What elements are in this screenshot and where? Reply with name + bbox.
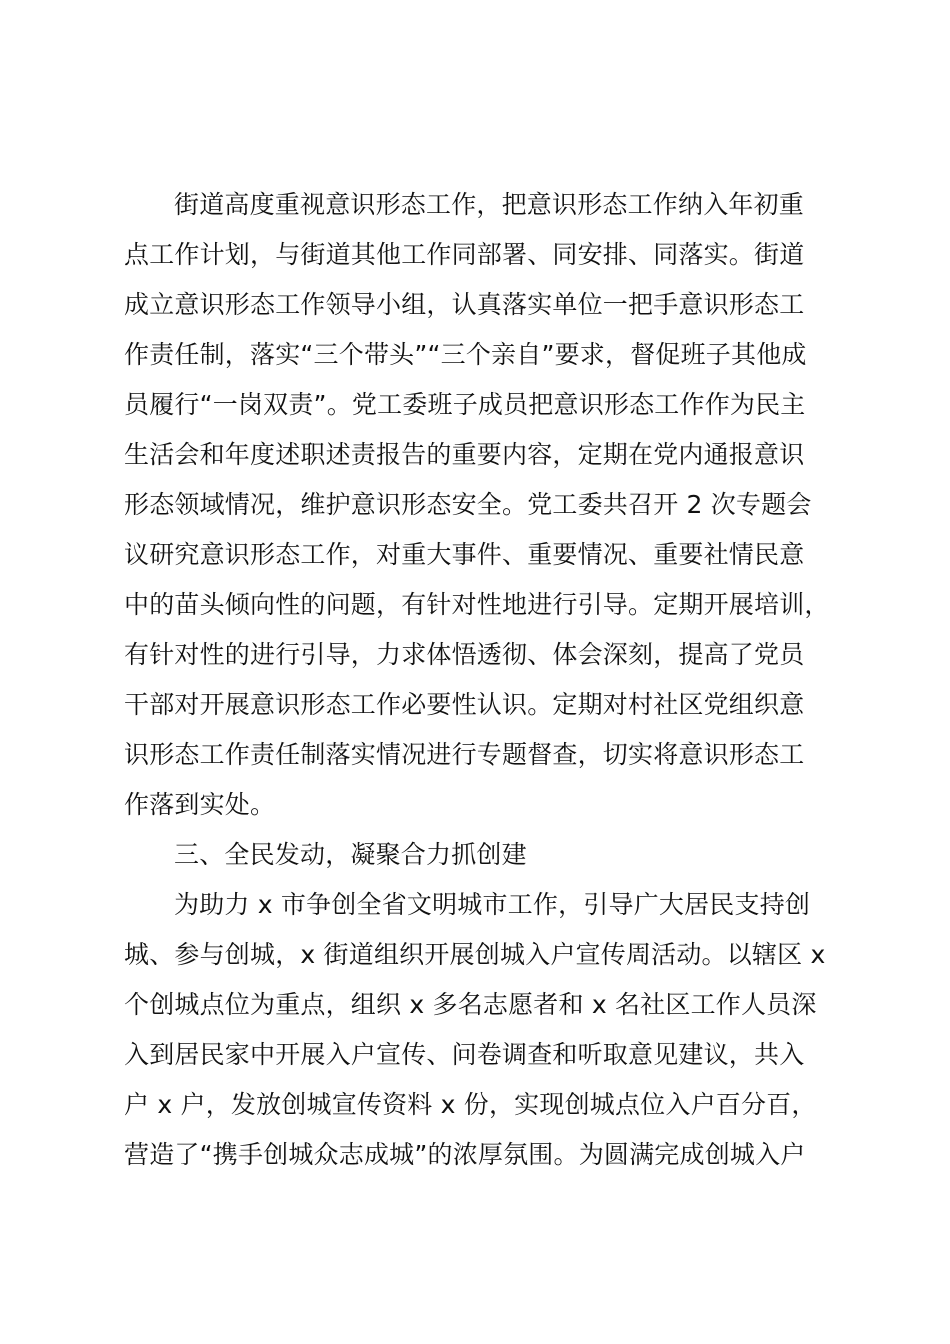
paragraph-1-line: 点工作计划，与街道其他工作同部署、同安排、同落实。街道 [124,240,805,269]
paragraph-2-line: 个创城点位为重点，组织 x 多名志愿者和 x 名社区工作人员深 [124,990,817,1019]
paragraph-1-line: 中的苗头倾向性的问题，有针对性地进行引导。定期开展培训， [124,590,830,619]
paragraph-2-line: 户 x 户，发放创城宣传资料 x 份，实现创城点位入户百分百， [124,1090,817,1119]
paragraph-1-line: 作落到实处。 [124,790,276,819]
paragraph-1-line: 干部对开展意识形态工作必要性认识。定期对村社区党组织意 [124,690,805,719]
paragraph-2-line: 为助力 x 市争创全省文明城市工作，引导广大居民支持创 [174,890,811,919]
paragraph-2-line: 城、参与创城，x 街道组织开展创城入户宣传周活动。以辖区 x [124,940,826,969]
paragraph-1-line: 街道高度重视意识形态工作，把意识形态工作纳入年初重 [174,190,805,219]
paragraph-1-line: 员履行“一岗双责”。党工委班子成员把意识形态工作作为民主 [124,390,806,419]
paragraph-1-line: 有针对性的进行引导，力求体悟透彻、体会深刻，提高了党员 [124,640,805,669]
paragraph-1-line: 成立意识形态工作领导小组，认真落实单位一把手意识形态工 [124,290,805,319]
paragraph-1-line: 生活会和年度述职述责报告的重要内容，定期在党内通报意识 [124,440,805,469]
paragraph-1-line: 形态领域情况，维护意识形态安全。党工委共召开 2 次专题会 [124,490,812,519]
paragraph-2-line: 营造了“携手创城众志成城”的浓厚氛围。为圆满完成创城入户 [124,1140,806,1169]
paragraph-2-line: 入到居民家中开展入户宣传、问卷调查和听取意见建议，共入 [124,1040,805,1069]
section-heading: 三、全民发动，凝聚合力抓创建 [174,840,527,869]
paragraph-1-line: 识形态工作责任制落实情况进行专题督查，切实将意识形态工 [124,740,805,769]
paragraph-1-line: 作责任制，落实“三个带头”“三个亲自”要求，督促班子其他成 [124,340,807,369]
paragraph-1-line: 议研究意识形态工作，对重大事件、重要情况、重要社情民意 [124,540,805,569]
